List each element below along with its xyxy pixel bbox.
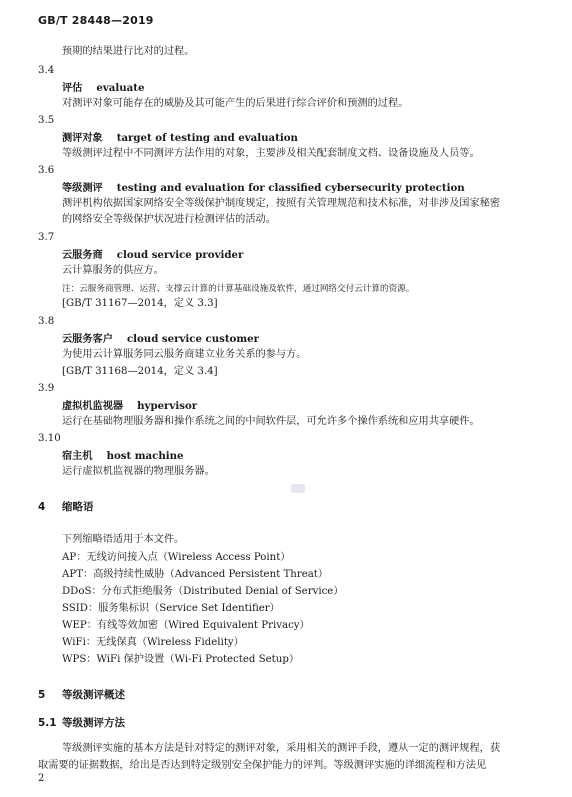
abbrev-item: WiFi：无线保真（Wireless Fidelity） — [62, 637, 244, 648]
term-reference: [GB/T 31168—2014，定义 3.4] — [62, 366, 218, 377]
term-number: 3.8 — [38, 316, 55, 327]
term-number: 3.6 — [38, 165, 55, 176]
body-paragraph: 等级测评实施的基本方法是针对特定的测评对象，采用相关的测评手段，遵从一定的测评规程，获 — [62, 743, 501, 754]
section-4-heading — [38, 500, 94, 514]
term-en: cloud service provider — [116, 249, 244, 261]
abbrev-intro: 下列缩略语适用于本文件。 — [62, 534, 185, 545]
term-definition: 运行虚拟机监视器的物理服务器。 — [62, 466, 215, 477]
section-title: 等级测评方法 — [62, 717, 125, 729]
section-title: 缩略语 — [62, 501, 94, 513]
term-en: host machine — [106, 450, 184, 462]
abbrev-item: AP：无线访问接入点（Wireless Access Point） — [62, 552, 291, 563]
term-zh: 虚拟机监视器 — [62, 400, 124, 412]
term-zh: 评估 — [62, 82, 83, 94]
term-heading — [62, 81, 144, 95]
standard-header: GB/T 28448—2019 — [38, 14, 154, 27]
term-definition: 为使用云计算服务同云服务商建立业务关系的参与方。 — [62, 349, 307, 360]
term-zh: 宿主机 — [62, 450, 93, 462]
term-definition: 对测评对象可能存在的威胁及其可能产生的后果进行综合评价和预测的过程。 — [62, 98, 409, 109]
term-definition: 等级测评过程中不同测评方法作用的对象，主要涉及相关配套制度文档、设备设施及人员等。 — [62, 148, 480, 159]
term-definition: 测评机构依据国家网络安全等级保护制度规定，按照有关管理规范和技术标准，对非涉及国家秘密 — [62, 198, 501, 209]
term-number: 3.5 — [38, 115, 55, 126]
term-heading — [62, 449, 184, 463]
term-definition: 云计算服务的供应方。 — [62, 265, 164, 276]
watermark-mark — [291, 484, 305, 493]
abbrev-item: SSID：服务集标识（Service Set Identifier） — [62, 603, 280, 614]
term-number: 3.7 — [38, 232, 55, 243]
section-number: 5.1 — [38, 717, 57, 729]
abbrev-item: WEP：有线等效加密（Wired Equivalent Privacy） — [62, 620, 310, 631]
abbrev-item: DDoS：分布式拒绝服务（Distributed Denial of Service） — [62, 586, 344, 597]
term-definition: 运行在基础物理服务器和操作系统之间的中间软件层，可允许多个操作系统和应用共享硬件。 — [62, 416, 480, 427]
term-number: 3.10 — [38, 433, 61, 444]
term-heading — [62, 248, 243, 262]
term-number: 3.4 — [38, 65, 55, 76]
term-reference: [GB/T 31167—2014，定义 3.3] — [62, 298, 218, 309]
term-note: 注：云服务商管理、运营、支撑云计算的计算基础设施及软件，通过网络交付云计算的资源。 — [62, 284, 415, 294]
section-5-1-heading — [38, 716, 125, 730]
term-zh: 测评对象 — [62, 132, 103, 144]
body-paragraph-cont: 取需要的证据数据，给出是否达到特定级别安全保护能力的评判。等级测评实施的详细流程和方法见 — [38, 760, 487, 771]
term-definition-cont: 的网络安全等级保护状况进行检测评估的活动。 — [62, 214, 276, 225]
term-en: target of testing and evaluation — [116, 132, 298, 144]
term-en: testing and evaluation for classified cybersecurity protection — [116, 182, 465, 194]
term-zh: 等级测评 — [62, 182, 103, 194]
section-5-heading — [38, 688, 125, 702]
page-number: 2 — [38, 773, 45, 784]
term-heading — [62, 399, 197, 413]
term-zh: 云服务客户 — [62, 333, 113, 345]
abbrev-item: WPS：WiFi 保护设置（Wi-Fi Protected Setup） — [62, 654, 300, 665]
term-en: evaluate — [96, 82, 145, 94]
term-en: cloud service customer — [126, 333, 259, 345]
term-heading — [62, 332, 259, 346]
intro-line: 预期的结果进行比对的过程。 — [62, 46, 195, 57]
section-number: 4 — [38, 501, 46, 513]
term-zh: 云服务商 — [62, 249, 103, 261]
abbrev-item: APT：高级持续性威胁（Advanced Persistent Threat） — [62, 569, 329, 580]
section-title: 等级测评概述 — [62, 689, 125, 701]
term-number: 3.9 — [38, 383, 55, 394]
section-number: 5 — [38, 689, 46, 701]
term-heading — [62, 181, 465, 195]
term-heading — [62, 131, 298, 145]
term-en: hypervisor — [137, 400, 198, 412]
